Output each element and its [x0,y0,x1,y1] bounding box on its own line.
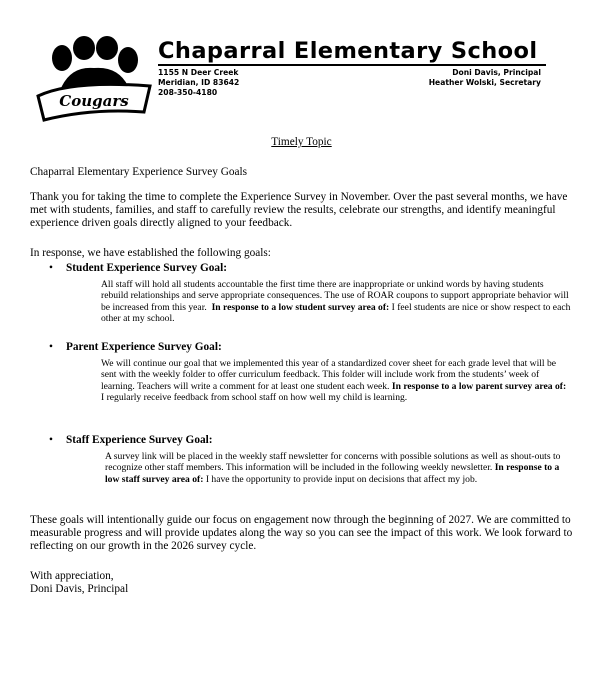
parent-goal-text: We will continue our goal that we implemented this year of a standardized cover sheet for each grade level that will be sent with the weekly folder to offer curriculum feedback. This folder will include work from the students’ week of learning. Teachers will write a comment for at least one student each week. [101,358,557,392]
letter-title: Chaparral Elementary Experience Survey Goals [30,166,248,178]
parent-response-text: I regularly receive feedback from school staff on how well my child is learning. [101,391,408,403]
sign-off: With appreciation, [30,570,114,582]
cougar-paw-logo [32,36,156,122]
address-street: 1155 N Deer Creek [158,68,239,77]
timely-topic-heading: Timely Topic [271,136,332,148]
parent-response-label: In response to a low parent survey area of: [391,380,567,392]
parent-goal-body [101,358,571,403]
staff-goal-title: Staff Experience Survey Goal: [66,434,213,446]
response-intro: In response, we have established the following goals: [30,247,271,259]
school-name: Chaparral Elementary School [158,38,538,64]
header-divider [158,64,546,66]
logo-text: Cougars [59,92,129,110]
student-response-text: I feel students are nice or show respect to each other at my school. [101,301,571,324]
principal-name: Doni Davis, Principal [452,68,541,77]
bullet-icon: • [49,341,53,353]
staff-contacts [429,68,541,88]
staff-goal-text: A survey link will be placed in the weekly staff newsletter for concerns with possible solutions as well as shout-outs to recognize other staff members. This information will be included in the following weekly newsletter. [105,451,561,474]
bullet-icon: • [49,262,53,274]
student-goal-body [101,279,571,324]
staff-response-text: I have the opportunity to provide input on decisions that affect my job. [205,473,478,485]
staff-goal-body [105,451,571,485]
parent-goal-title: Parent Experience Survey Goal: [66,341,222,353]
school-address [158,68,239,98]
student-goal-text: All staff will hold all students accountable the first time there are inappropriate or unkind words by having students rebuild relationships and serve appropriate consequences. The use of ROAR coupons to support appropriate behavior will be increased from this year. [101,279,569,313]
student-goal-title: Student Experience Survey Goal: [66,262,227,274]
staff-response-label: In response to a low staff survey area of: [105,462,560,485]
bullet-icon: • [49,434,53,446]
phone-number: 208-350-4180 [158,88,218,97]
signature: Doni Davis, Principal [30,583,129,595]
student-response-label: In response to a low student survey area of: [211,301,390,313]
secretary-name: Heather Wolski, Secretary [428,78,541,87]
closing-paragraph: These goals will intentionally guide our focus on engagement now through the beginning of 2027. We are committed to measurable progress and will provide updates along the way so you can see the impact of this work. We look forward to reflecting on our growth in the 2026 survey cycle. [30,514,573,552]
intro-paragraph: Thank you for taking the time to complete the Experience Survey in November. Over the past several months, we have met with students, families, and staff to carefully review the results, celebrate our strengths, and identify meaningful experience driven goals directly aligned to your feedback. [30,191,568,229]
address-city: Meridian, ID 83642 [158,78,240,87]
